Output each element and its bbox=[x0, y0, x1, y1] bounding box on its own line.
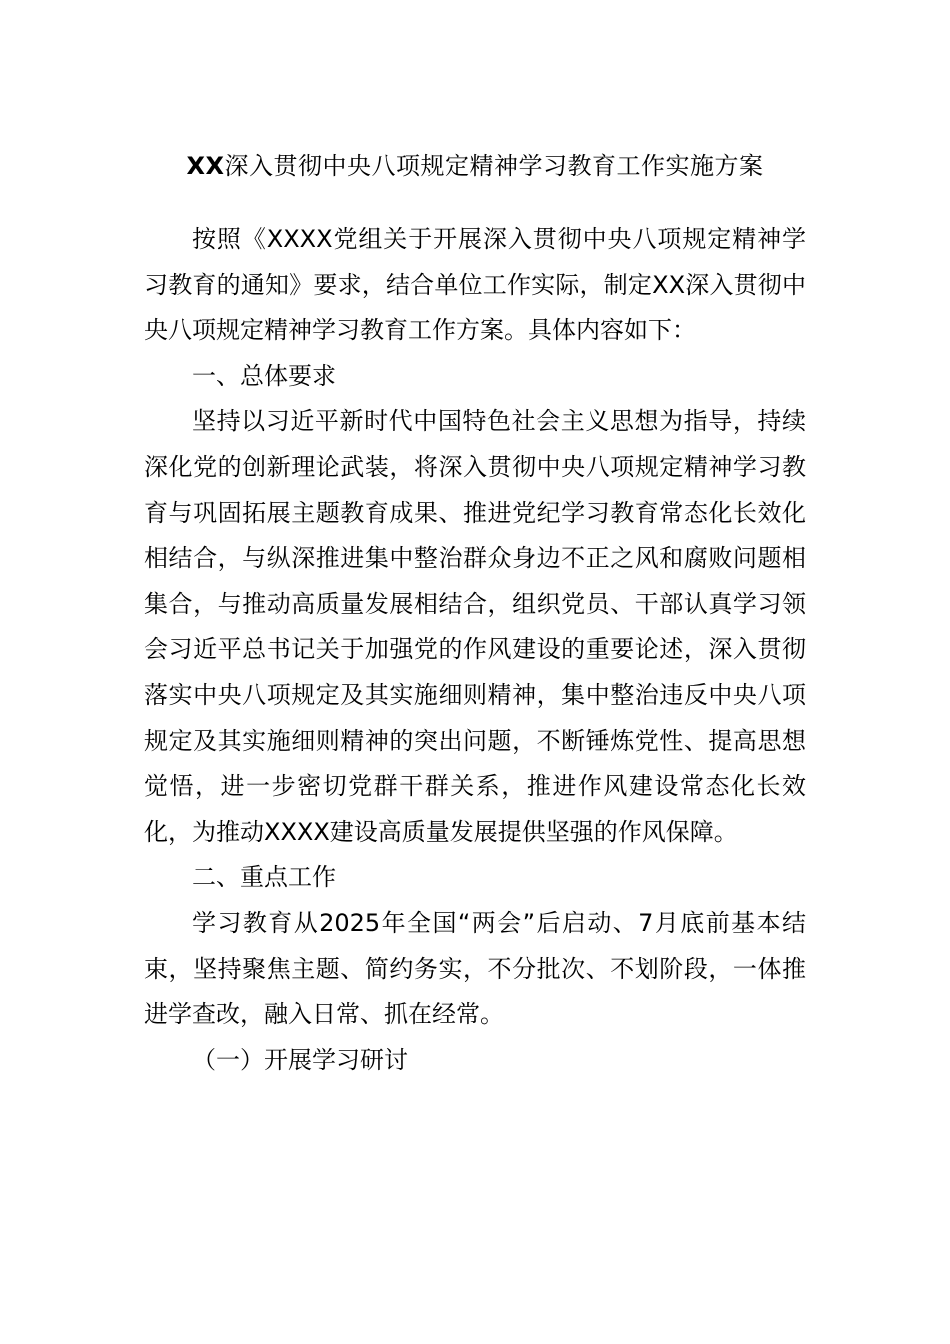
document-body bbox=[144, 217, 806, 1083]
title-text: 深入贯彻中央八项规定精神学习教育工作实施方案 bbox=[224, 152, 764, 180]
overall-requirements-paragraph: 坚持以习近平新时代中国特色社会主义思想为指导，持续深化党的创新理论武装，将深入贯彻中央八项规定精神学习教育与巩固拓展主题教育成果、推进党纪学习教育常态化长效化相结合，与纵深推进集中整治群众身边不正之风和腐败问题相集合，与推动高质量发展相结合，组织党员、干部认真学习领会习近平总书记关于加强党的作风建设的重要论述，深入贯彻落实中央八项规定及其实施细则精神，集中整治违反中央八项规定及其实施细则精神的突出问题，不断锤炼党性、提高思想觉悟，进一步密切党群干群关系，推进作风建设常态化长效化，为推动XXXX建设高质量发展提供坚强的作风保障。 bbox=[144, 407, 806, 846]
section-heading-overall-requirements: 一、总体要求 bbox=[192, 361, 336, 390]
intro-paragraph: 按照《XXXX党组关于开展深入贯彻中央八项规定精神学习教育的通知》要求，结合单位工作实际，制定XX深入贯彻中央八项规定精神学习教育工作方案。具体内容如下： bbox=[144, 225, 806, 345]
section-heading-key-work: 二、重点工作 bbox=[192, 863, 336, 892]
title-prefix: XX bbox=[186, 152, 225, 180]
document-title bbox=[0, 146, 950, 186]
subsection-heading-study-discussion: （一）开展学习研讨 bbox=[192, 1045, 408, 1074]
key-work-paragraph: 学习教育从2025年全国“两会”后启动、7月底前基本结束，坚持聚焦主题、简约务实，不分批次、不划阶段，一体推进学查改，融入日常、抓在经常。 bbox=[144, 908, 806, 1029]
